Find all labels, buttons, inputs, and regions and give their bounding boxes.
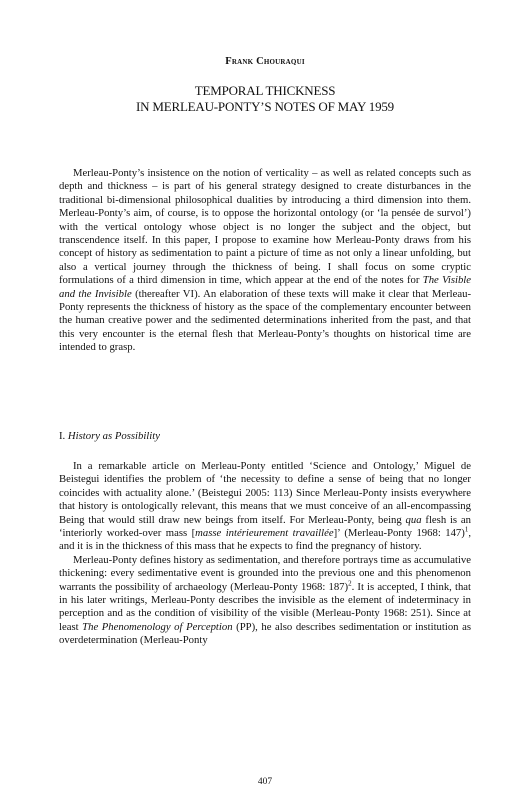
book-title-visible-invisible: The Visible and the Invisible: [59, 274, 471, 300]
para1-text-a: In a remarkable article on Merleau-Ponty entitled ‘Science and Ontology,’ Miguel de Beistegui identifies the problem of ‘the necessity to define a sense of being that no longer coincides with actuality alone.’ (Beistegui 2005: 113) Since Merleau-Ponty insists everywhere that history is ontologically relevant, this means that we must conceive of an all-encompassing Being that would still draw new beings from itself. For Merleau-Ponty, being: [59, 460, 471, 526]
page-number: 407: [257, 777, 273, 787]
section-body: [59, 460, 471, 648]
para2-text-b: . It is accepted, I think, that in his later writings, Merleau-Ponty describes the invisible as the element of indeterminacy in perception and as the condition of visibility of the visible (Merleau-Ponty 1968: 251). Since at least: [59, 580, 471, 633]
title-line-2: IN MERLEAU-PONTY’S NOTES OF MAY 1959: [136, 99, 394, 114]
book-title-phenomenology: The Phenomenology of Perception: [82, 620, 233, 633]
section-number: I.: [59, 430, 68, 442]
section-paragraph-1: [59, 460, 471, 554]
section-title: History as Possibility: [67, 430, 160, 442]
para1-qua: qua: [405, 513, 422, 526]
title-line-1: TEMPORAL THICKNESS: [194, 83, 336, 98]
section-paragraph-2: [59, 554, 471, 648]
footnote-marker-1[interactable]: 1: [464, 525, 469, 534]
para2-text-c: (PP), he also describes sedimentation or institution as overdetermination (Merleau-Ponty: [59, 620, 471, 647]
para1-text-b: flesh is an ‘interiorly worked-over mass [: [59, 513, 471, 540]
article-title: [59, 83, 471, 115]
para1-text-d: , and it is in the thickness of this mass that he expects to find the pregnancy of history.: [59, 527, 471, 553]
footnote-marker-2[interactable]: 2: [348, 579, 352, 588]
introduction: [59, 167, 471, 355]
intro-text-b: (thereafter VI). An elaboration of these texts will make it clear that Merleau-Ponty represents the thickness of history as the space of the complementary encounter between the human creative power and the sedimented determinations inherited from the past, and that this very encounter is the eternal flesh that Merleau-Ponty’s thoughts on historical time are intended to grasp.: [59, 287, 472, 354]
author-name: Frank Chouraqui: [225, 56, 305, 67]
para1-text-c: ]’ (Merleau-Ponty 1968: 147): [333, 527, 465, 540]
intro-paragraph: [59, 167, 471, 355]
para2-text-a: Merleau-Ponty defines history as sedimentation, and therefore portrays time as accumulative thickening: every sedimentative event is grounded into the previous one and this phenomenon warrants the possibility of archaeology (Merleau-Ponty 1968: 187): [59, 553, 471, 593]
section-heading: [59, 430, 160, 443]
para1-french-phrase: masse intérieurement travaillée: [195, 527, 334, 540]
intro-text-a: Merleau-Ponty’s insistence on the notion of verticality – as well as related concepts such as depth and thickness – is part of his general strategy designed to create disturbances in the traditional bi-dimensional philosophical dualities by introducing a third dimension into them. Merleau-Ponty’s aim, of course, is to oppose the horizontal ontology (or ‘la pensée de survol’) with the vertical ontology whose object is no longer the subject and the object, but transcendence itself. In this paper, I propose to examine how Merleau-Ponty draws from his concept of history as sedimentation to paint a picture of time as not only a linear unfolding, but also a vertical journey through the thickness of being. I shall focus on some cryptic formulations of a third dimension in time, which appear at the end of the notes for: [59, 167, 471, 287]
